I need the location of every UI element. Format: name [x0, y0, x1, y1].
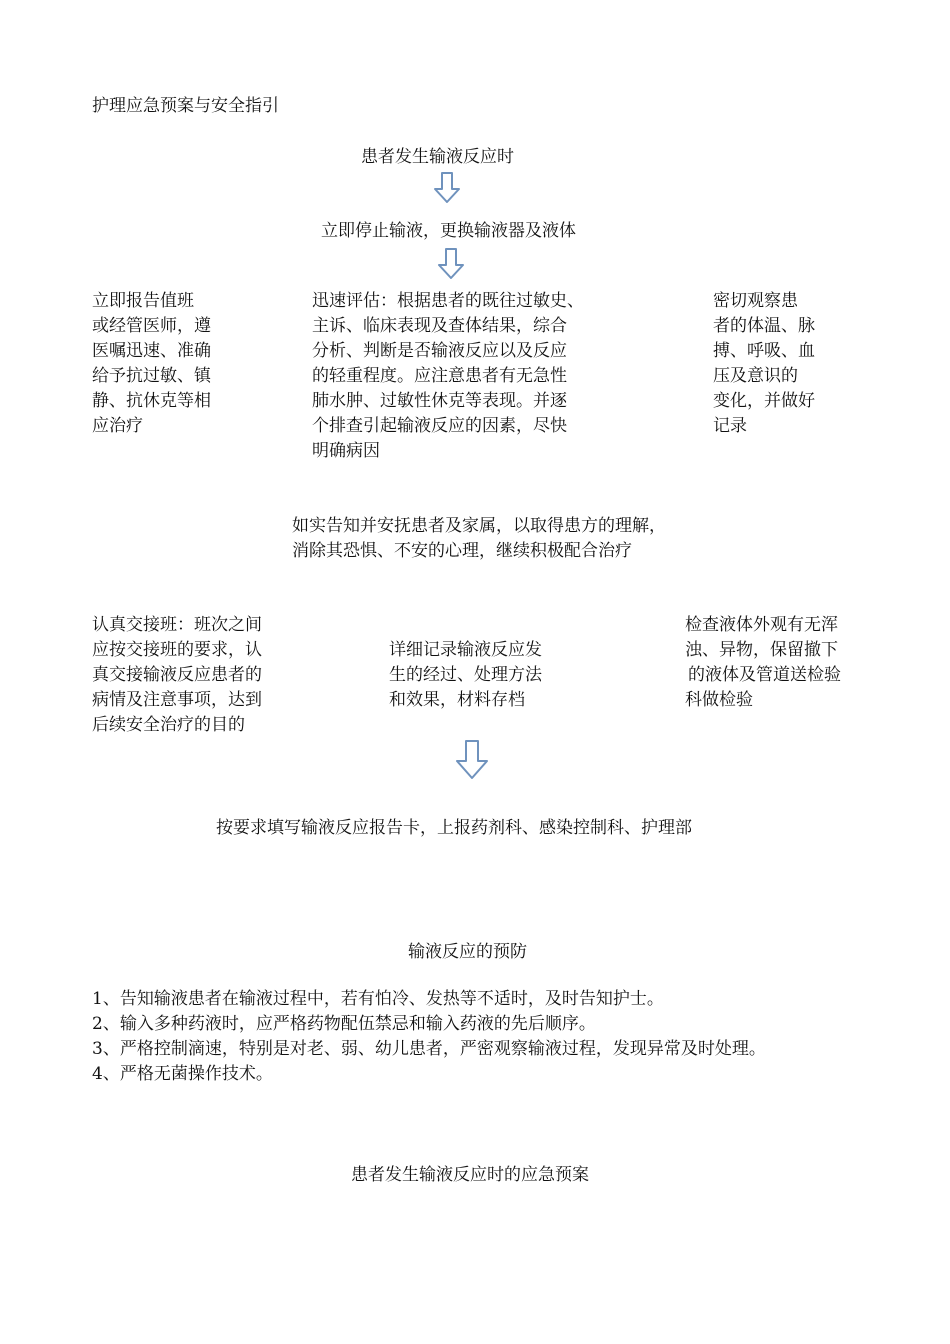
flow-step-report-card: 按要求填写输液反应报告卡，上报药剂科、感染控制科、护理部	[216, 818, 692, 838]
flow-box-shift-handover: 认真交接班：班次之间 应按交接班的要求，认 真交接输液反应患者的 病情及注意事项，达到 后续安全治疗的目的	[92, 615, 262, 735]
flow-step-onset: 患者发生输液反应时	[361, 147, 514, 167]
list-item: 3、严格控制滴速，特别是对老、弱、幼儿患者，严密观察输液过程，发现异常及时处理。	[92, 1039, 766, 1059]
flow-box-inspect-fluid: 检查液体外观有无浑 浊、异物，保留撤下 的液体及管道送检验 科做检验	[685, 615, 841, 710]
prevention-title: 输液反应的预防	[408, 942, 527, 962]
down-arrow-icon	[433, 172, 461, 204]
list-item: 4、严格无菌操作技术。	[92, 1064, 273, 1084]
flow-box-record-details: 详细记录输液反应发 生的经过、处理方法 和效果，材料存档	[389, 640, 542, 710]
flow-box-report-doctor: 立即报告值班 或经管医师，遵 医嘱迅速、准确 给予抗过敏、镇 静、抗休克等相 应治疗	[92, 291, 211, 436]
list-item: 1、告知输液患者在输液过程中，若有怕冷、发热等不适时，及时告知护士。	[92, 989, 664, 1009]
flow-box-observe-vitals: 密切观察患 者的体温、脉 搏、呼吸、血 压及意识的 变化，并做好 记录	[713, 291, 815, 436]
list-item: 2、输入多种药液时，应严格药物配伍禁忌和输入药液的先后顺序。	[92, 1014, 596, 1034]
prevention-list	[92, 987, 766, 1087]
figure-caption: 患者发生输液反应时的应急预案	[351, 1165, 589, 1185]
down-arrow-icon	[455, 740, 489, 780]
down-arrow-icon	[437, 248, 465, 280]
flow-box-inform-family: 如实告知并安抚患者及家属，以取得患方的理解， 消除其恐惧、不安的心理，继续积极配合治疗	[292, 516, 666, 561]
document-header: 护理应急预案与安全指引	[92, 96, 279, 116]
flow-step-stop-infusion: 立即停止输液，更换输液器及液体	[321, 221, 576, 241]
flow-box-rapid-assessment: 迅速评估：根据患者的既往过敏史、 主诉、临床表现及查体结果，综合 分析、判断是否输液反应以及反应 的轻重程度。应注意患者有无急性 肺水肿、过敏性休克等表现。并逐 个排查引起输液反应的因素，尽快 明确病因	[312, 291, 584, 461]
